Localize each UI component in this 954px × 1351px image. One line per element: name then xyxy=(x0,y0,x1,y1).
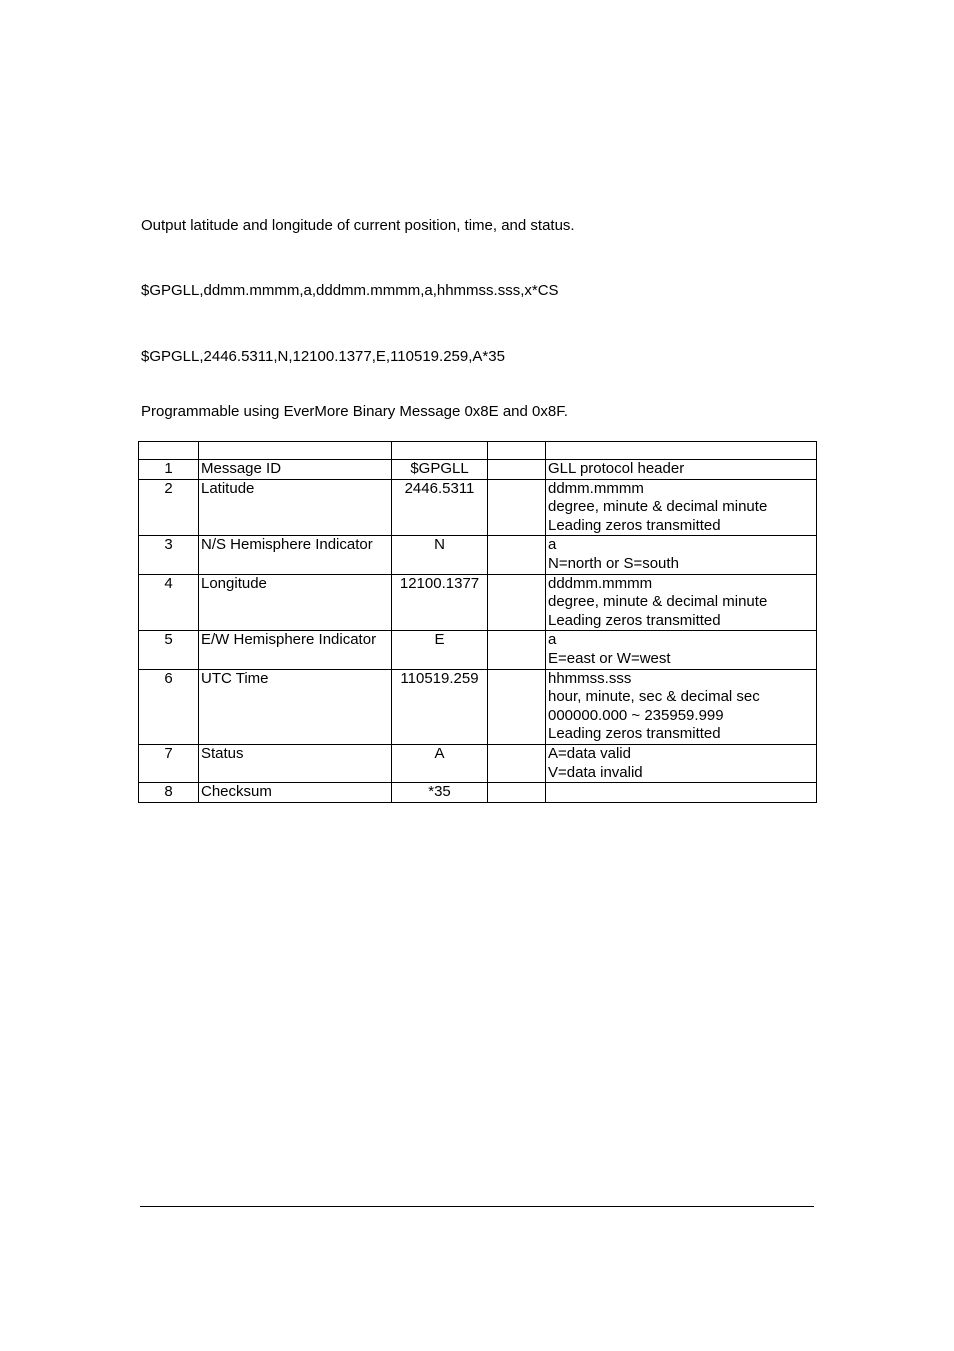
description-line: 000000.000 ~ 235959.999 xyxy=(548,706,724,724)
field-unit xyxy=(488,669,546,744)
field-number: 1 xyxy=(139,460,199,480)
description-line: Leading zeros transmitted xyxy=(548,516,721,534)
table-row xyxy=(139,744,817,782)
description-line: Leading zeros transmitted xyxy=(548,725,721,743)
header-unit xyxy=(488,442,546,460)
field-number: 5 xyxy=(139,631,199,669)
field-example: A xyxy=(392,744,488,782)
field-description xyxy=(546,460,817,480)
field-name: UTC Time xyxy=(199,669,392,744)
field-number: 2 xyxy=(139,479,199,536)
message-description: Output latitude and longitude of current position, time, and status. xyxy=(141,217,575,234)
field-description xyxy=(546,744,817,782)
description-line: V=data invalid xyxy=(548,763,643,781)
field-unit xyxy=(488,631,546,669)
field-number: 7 xyxy=(139,744,199,782)
field-example: $GPGLL xyxy=(392,460,488,480)
field-example: 2446.5311 xyxy=(392,479,488,536)
description-line: E=east or W=west xyxy=(548,649,671,667)
header-example xyxy=(392,442,488,460)
field-description xyxy=(546,479,817,536)
description-line: Leading zeros transmitted xyxy=(548,611,721,629)
field-description xyxy=(546,536,817,574)
field-unit xyxy=(488,536,546,574)
description-line: a xyxy=(548,631,557,649)
field-unit xyxy=(488,460,546,480)
field-number: 8 xyxy=(139,783,199,803)
table-row xyxy=(139,669,817,744)
field-example: N xyxy=(392,536,488,574)
field-name: Latitude xyxy=(199,479,392,536)
field-unit xyxy=(488,479,546,536)
header-description xyxy=(546,442,817,460)
description-line: ddmm.mmmm xyxy=(548,479,644,497)
field-number: 6 xyxy=(139,669,199,744)
header-field-number xyxy=(139,442,199,460)
description-line: degree, minute & decimal minute xyxy=(548,593,768,611)
field-example: 110519.259 xyxy=(392,669,488,744)
description-line: degree, minute & decimal minute xyxy=(548,498,768,516)
table-row xyxy=(139,631,817,669)
message-format: $GPGLL,ddmm.mmmm,a,dddmm.mmmm,a,hhmmss.sss,x*CS xyxy=(141,282,559,299)
field-unit xyxy=(488,744,546,782)
footer-divider xyxy=(140,1206,814,1207)
field-name: N/S Hemisphere Indicator xyxy=(199,536,392,574)
table-row xyxy=(139,479,817,536)
field-number: 3 xyxy=(139,536,199,574)
field-unit xyxy=(488,783,546,803)
field-example: 12100.1377 xyxy=(392,574,488,631)
field-description xyxy=(546,631,817,669)
field-name: Longitude xyxy=(199,574,392,631)
field-example: E xyxy=(392,631,488,669)
field-description xyxy=(546,783,817,803)
field-name: E/W Hemisphere Indicator xyxy=(199,631,392,669)
description-line: N=north or S=south xyxy=(548,554,679,572)
table-row xyxy=(139,460,817,480)
table-row xyxy=(139,574,817,631)
table-row xyxy=(139,536,817,574)
field-description xyxy=(546,669,817,744)
field-table xyxy=(138,441,817,803)
description-line: GLL protocol header xyxy=(548,460,685,477)
field-example: *35 xyxy=(392,783,488,803)
field-name: Status xyxy=(199,744,392,782)
description-line: hour, minute, sec & decimal sec xyxy=(548,688,760,706)
description-line: a xyxy=(548,536,557,554)
field-description xyxy=(546,574,817,631)
description-line: dddmm.mmmm xyxy=(548,574,653,592)
description-line: A=data valid xyxy=(548,744,631,762)
field-unit xyxy=(488,574,546,631)
programming-note: Programmable using EverMore Binary Message 0x8E and 0x8F. xyxy=(141,403,568,420)
field-number: 4 xyxy=(139,574,199,631)
table-row xyxy=(139,783,817,803)
field-name: Checksum xyxy=(199,783,392,803)
description-line: hhmmss.sss xyxy=(548,669,632,687)
message-example: $GPGLL,2446.5311,N,12100.1377,E,110519.259,A*35 xyxy=(141,348,505,365)
table-header-row xyxy=(139,442,817,460)
field-name: Message ID xyxy=(199,460,392,480)
header-field-name xyxy=(199,442,392,460)
